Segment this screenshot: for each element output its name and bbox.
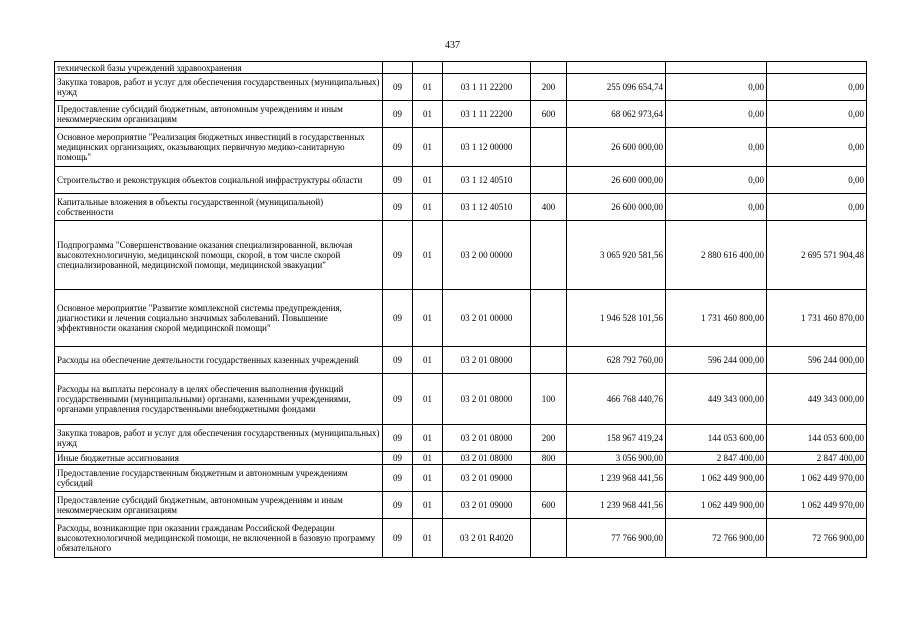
section-code-cell: 09 <box>383 519 413 558</box>
section-code-cell: 09 <box>383 290 413 347</box>
amount-year1-cell: 26 600 000,00 <box>567 194 666 221</box>
item-name-cell: Закупка товаров, работ и услуг для обеспечения государственных (муниципальных) нужд <box>55 425 383 452</box>
budget-table-body <box>55 62 867 558</box>
amount-year1-cell: 628 792 760,00 <box>567 347 666 374</box>
section-code-cell: 09 <box>383 492 413 519</box>
amount-year1-cell: 466 768 440,76 <box>567 374 666 425</box>
table-row <box>55 425 867 452</box>
table-row <box>55 374 867 425</box>
table-row <box>55 519 867 558</box>
amount-year3-cell: 2 695 571 904,48 <box>767 221 867 290</box>
expense-type-cell: 200 <box>531 425 567 452</box>
subsection-code-cell: 01 <box>413 492 443 519</box>
table-row <box>55 128 867 167</box>
item-name-cell: Расходы на выплаты персоналу в целях обеспечения выполнения функций государственными (муниципальными) органами, казенными учреждениями, органами управления государственными внебюджетными фондами <box>55 374 383 425</box>
item-name-cell: Закупка товаров, работ и услуг для обеспечения государственных (муниципальных) нужд <box>55 74 383 101</box>
amount-year1-cell: 1 946 528 101,56 <box>567 290 666 347</box>
subsection-code-cell: 01 <box>413 452 443 465</box>
subsection-code-cell: 01 <box>413 425 443 452</box>
subsection-code-cell: 01 <box>413 290 443 347</box>
target-article-cell: 03 2 01 08000 <box>443 425 531 452</box>
target-article-cell: 03 1 11 22200 <box>443 74 531 101</box>
target-article-cell: 03 1 11 22200 <box>443 101 531 128</box>
item-name-cell: Предоставление субсидий бюджетным, автономным учреждениям и иным некоммерческим организациям <box>55 101 383 128</box>
table-row <box>55 465 867 492</box>
amount-year2-cell <box>666 62 767 74</box>
table-row <box>55 290 867 347</box>
subsection-code-cell: 01 <box>413 374 443 425</box>
table-row <box>55 167 867 194</box>
subsection-code-cell: 01 <box>413 101 443 128</box>
expense-type-cell <box>531 519 567 558</box>
section-code-cell: 09 <box>383 128 413 167</box>
subsection-code-cell: 01 <box>413 465 443 492</box>
section-code-cell: 09 <box>383 452 413 465</box>
subsection-code-cell: 01 <box>413 221 443 290</box>
item-name-cell: Иные бюджетные ассигнования <box>55 452 383 465</box>
amount-year2-cell: 449 343 000,00 <box>666 374 767 425</box>
budget-table <box>54 61 867 558</box>
table-row <box>55 347 867 374</box>
amount-year1-cell: 26 600 000,00 <box>567 167 666 194</box>
amount-year3-cell: 0,00 <box>767 128 867 167</box>
table-row <box>55 221 867 290</box>
expense-type-cell <box>531 465 567 492</box>
subsection-code-cell: 01 <box>413 74 443 101</box>
amount-year2-cell: 0,00 <box>666 101 767 128</box>
expense-type-cell: 600 <box>531 101 567 128</box>
amount-year3-cell: 2 847 400,00 <box>767 452 867 465</box>
subsection-code-cell: 01 <box>413 128 443 167</box>
amount-year3-cell: 0,00 <box>767 194 867 221</box>
target-article-cell <box>443 62 531 74</box>
section-code-cell: 09 <box>383 167 413 194</box>
item-name-cell: Строительство и реконструкция объектов социальной инфраструктуры области <box>55 167 383 194</box>
subsection-code-cell <box>413 62 443 74</box>
amount-year3-cell: 72 766 900,00 <box>767 519 867 558</box>
amount-year1-cell: 1 239 968 441,56 <box>567 465 666 492</box>
amount-year3-cell: 1 731 460 870,00 <box>767 290 867 347</box>
table-row <box>55 74 867 101</box>
amount-year3-cell: 596 244 000,00 <box>767 347 867 374</box>
amount-year2-cell: 144 053 600,00 <box>666 425 767 452</box>
amount-year2-cell: 1 731 460 800,00 <box>666 290 767 347</box>
target-article-cell: 03 1 12 40510 <box>443 194 531 221</box>
subsection-code-cell: 01 <box>413 519 443 558</box>
amount-year2-cell: 0,00 <box>666 74 767 101</box>
amount-year2-cell: 72 766 900,00 <box>666 519 767 558</box>
expense-type-cell <box>531 221 567 290</box>
item-name-cell: Основное мероприятие "Реализация бюджетных инвестиций в государственных медицинских организациях, оказывающих первичную медико-санитарную помощь" <box>55 128 383 167</box>
table-row <box>55 62 867 74</box>
amount-year1-cell: 255 096 654,74 <box>567 74 666 101</box>
amount-year3-cell: 1 062 449 970,00 <box>767 465 867 492</box>
item-name-cell: Предоставление государственным бюджетным и автономным учреждениям субсидий <box>55 465 383 492</box>
subsection-code-cell: 01 <box>413 194 443 221</box>
section-code-cell: 09 <box>383 425 413 452</box>
table-row <box>55 101 867 128</box>
amount-year1-cell: 68 062 973,64 <box>567 101 666 128</box>
item-name-cell: Расходы, возникающие при оказании гражданам Российской Федерации высокотехнологичной медицинской помощи, не включенной в базовую программу обязательного <box>55 519 383 558</box>
expense-type-cell: 100 <box>531 374 567 425</box>
amount-year3-cell: 0,00 <box>767 101 867 128</box>
target-article-cell: 03 2 01 08000 <box>443 452 531 465</box>
page-number: 437 <box>445 40 460 51</box>
target-article-cell: 03 2 01 09000 <box>443 465 531 492</box>
section-code-cell: 09 <box>383 221 413 290</box>
target-article-cell: 03 2 00 00000 <box>443 221 531 290</box>
section-code-cell: 09 <box>383 74 413 101</box>
amount-year2-cell: 0,00 <box>666 128 767 167</box>
amount-year3-cell: 0,00 <box>767 167 867 194</box>
amount-year2-cell: 2 847 400,00 <box>666 452 767 465</box>
item-name-cell: Капитальные вложения в объекты государственной (муниципальной) собственности <box>55 194 383 221</box>
target-article-cell: 03 2 01 08000 <box>443 347 531 374</box>
expense-type-cell <box>531 347 567 374</box>
amount-year2-cell: 0,00 <box>666 167 767 194</box>
section-code-cell: 09 <box>383 194 413 221</box>
target-article-cell: 03 1 12 00000 <box>443 128 531 167</box>
expense-type-cell <box>531 128 567 167</box>
amount-year1-cell <box>567 62 666 74</box>
expense-type-cell: 400 <box>531 194 567 221</box>
amount-year3-cell: 144 053 600,00 <box>767 425 867 452</box>
item-name-cell: Подпрограмма "Совершенствование оказания специализированной, включая высокотехнологичную, медицинской помощи, скорой, в том числе скорой специализированной, медицинской помощи, медицинской эвакуации" <box>55 221 383 290</box>
item-name-cell: Основное мероприятие "Развитие комплексной системы предупреждения, диагностики и лечения социально значимых заболеваний. Повышение эффективности оказания скорой медицинской помощи" <box>55 290 383 347</box>
subsection-code-cell: 01 <box>413 347 443 374</box>
target-article-cell: 03 2 01 08000 <box>443 374 531 425</box>
amount-year3-cell <box>767 62 867 74</box>
amount-year2-cell: 2 880 616 400,00 <box>666 221 767 290</box>
section-code-cell <box>383 62 413 74</box>
section-code-cell: 09 <box>383 374 413 425</box>
section-code-cell: 09 <box>383 465 413 492</box>
amount-year1-cell: 77 766 900,00 <box>567 519 666 558</box>
target-article-cell: 03 2 01 R4020 <box>443 519 531 558</box>
item-name-cell: Расходы на обеспечение деятельности государственных казенных учреждений <box>55 347 383 374</box>
expense-type-cell: 200 <box>531 74 567 101</box>
expense-type-cell: 600 <box>531 492 567 519</box>
target-article-cell: 03 1 12 40510 <box>443 167 531 194</box>
subsection-code-cell: 01 <box>413 167 443 194</box>
item-name-cell: Предоставление субсидий бюджетным, автономным учреждениям и иным некоммерческим организациям <box>55 492 383 519</box>
amount-year1-cell: 3 065 920 581,56 <box>567 221 666 290</box>
section-code-cell: 09 <box>383 101 413 128</box>
section-code-cell: 09 <box>383 347 413 374</box>
amount-year3-cell: 1 062 449 970,00 <box>767 492 867 519</box>
amount-year1-cell: 1 239 968 441,56 <box>567 492 666 519</box>
expense-type-cell <box>531 167 567 194</box>
expense-type-cell <box>531 62 567 74</box>
table-row <box>55 452 867 465</box>
expense-type-cell: 800 <box>531 452 567 465</box>
table-row <box>55 194 867 221</box>
amount-year2-cell: 1 062 449 900,00 <box>666 492 767 519</box>
amount-year2-cell: 1 062 449 900,00 <box>666 465 767 492</box>
amount-year1-cell: 158 967 419,24 <box>567 425 666 452</box>
amount-year3-cell: 0,00 <box>767 74 867 101</box>
table-row <box>55 492 867 519</box>
amount-year1-cell: 26 600 000,00 <box>567 128 666 167</box>
target-article-cell: 03 2 01 00000 <box>443 290 531 347</box>
amount-year1-cell: 3 056 900,00 <box>567 452 666 465</box>
amount-year3-cell: 449 343 000,00 <box>767 374 867 425</box>
amount-year2-cell: 596 244 000,00 <box>666 347 767 374</box>
target-article-cell: 03 2 01 09000 <box>443 492 531 519</box>
amount-year2-cell: 0,00 <box>666 194 767 221</box>
item-name-cell: технической базы учреждений здравоохранения <box>55 62 383 74</box>
expense-type-cell <box>531 290 567 347</box>
